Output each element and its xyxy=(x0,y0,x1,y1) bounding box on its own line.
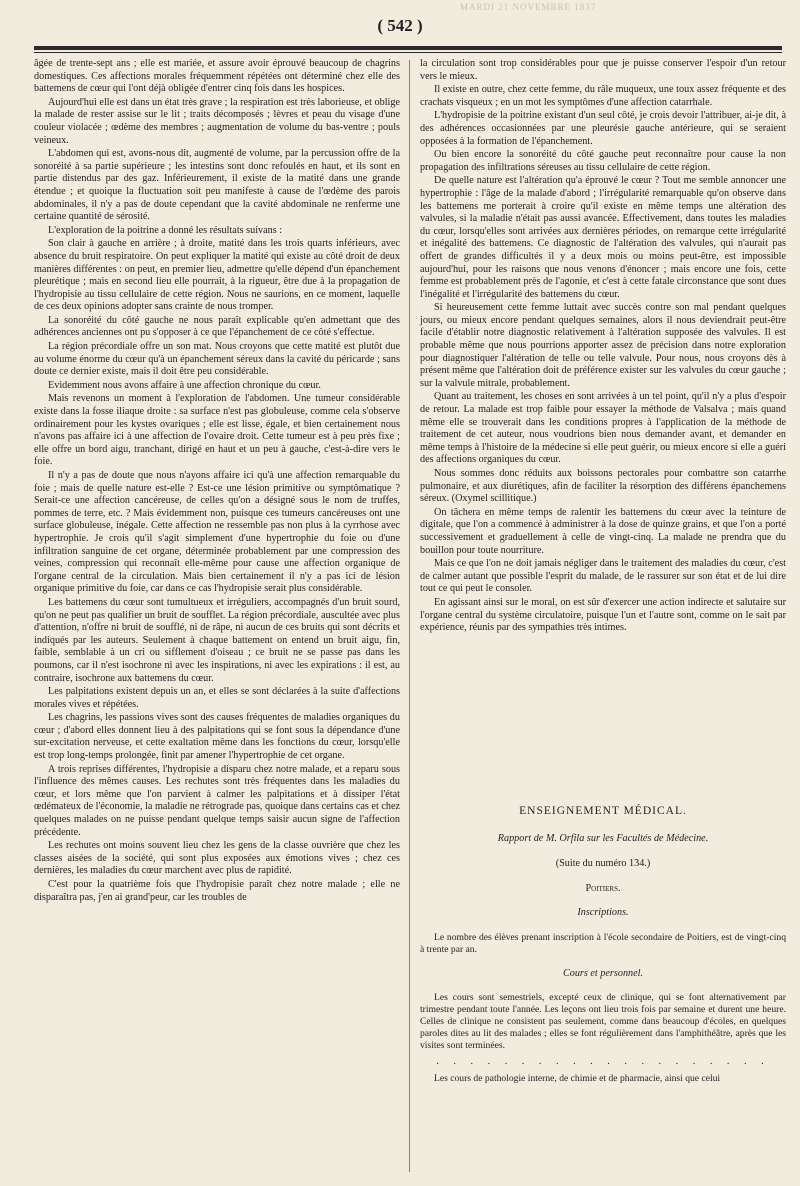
bleed-through-header: MARDI 21 NOVEMBRE 1837 xyxy=(460,2,597,12)
paragraph: Les rechutes ont moins souvent lieu chez les gens de la classe ouvrière que chez les classes aisées de la société, qui sont plus exposées aux émotions vives ; chez ces dernières, les maladies du cœur marchent avec plus de rapidité. xyxy=(34,840,400,877)
paragraph: la circulation sont trop considérables pour que je puisse conserver l'espoir d'un retour vers le mieux. xyxy=(420,58,786,82)
paragraph: âgée de trente-sept ans ; elle est mariée, et assure avoir éprouvé beaucoup de chagrins domestiques. Ces affections morales fréquemment répétées ont déterminé chez elle des battemens de cœur qui l'ont déjà obligée d'entrer cinq fois dans les hospices. xyxy=(34,58,400,95)
paragraph: Les cours de pathologie interne, de chimie et de pharmacie, ainsi que celui xyxy=(434,1072,721,1084)
paragraph: L'hydropisie de la poitrine existant d'un seul côté, je crois devoir l'attribuer, ai-je dit, à des adhérences occasionnées par une pleurésie gauche antérieure, qui se seraient opposées à la formation de l'épanchement. xyxy=(420,110,786,147)
paragraph: Les battemens du cœur sont tumultueux et irréguliers, accompagnés d'un bruit sourd, qu'on ne peut pas qualifier un bruit de soufflet. La région précordiale, auscultée avec plus d'attention, n'offre ni bruit de soufflé, ni de râpe, ni aucun de ces bruits qui sont décrits et indiqués par les auteurs. Seulement à chaque battement on entend un bruit aigu, fin, faible, semblable à un cri ou sifflement d'oiseau ; ce bruit ne se passe pas dans les poumons, car il n'est isochrone ni avec les inspirations, ni avec les expirations : il est, au contraire, isochrone aux battemens du cœur. xyxy=(34,596,400,684)
report-title: Rapport de M. Orfila sur les Facultés de Médecine. xyxy=(497,833,709,845)
paragraph: Les chagrins, les passions vives sont des causes fréquentes de maladies organiques du cœur ; d'abord elles donnent lieu à des palpitations qui se font sous la dépendance d'une sur-excitation nerveuse, et cette exaltation même dans les fonctions du cœur, lorsqu'elle est trop long-temps prolongée, finit par amener l'hypertrophie de cet organe. xyxy=(34,712,400,762)
page-number: ( 542 ) xyxy=(377,16,423,35)
paragraph: C'est pour la quatrième fois que l'hydropisie paraît chez notre malade ; elle ne disparaîtra pas, j'en ai grand'peur, car les troubles de xyxy=(34,879,400,903)
paragraph: Mais revenons un moment à l'exploration de l'abdomen. Une tumeur considérable existe dans la fosse iliaque droite : sa surface n'est pas globuleuse, comme cela s'observe ordinairement pour les kystes ovariques ; elle est lisse, égale, et bien certainement nous n'avons pas affaire ici à une affection de l'ovaire droit. Cette tumeur est à peu près fixe ; elle offre un bord aigu, tranchant, dirigé en haut et un peu à gauche, c'est-à-dire vers le foie. xyxy=(34,393,400,468)
subheading: Inscriptions. xyxy=(577,907,629,919)
paragraph: Aujourd'hui elle est dans un état très grave ; la respiration est très laborieuse, et oblige la malade de rester assise sur le lit ; traits décomposés ; lèvres et peau du visage d'une couleur violacée ; œdème des membres ; augmentation de volume du bas-ventre ; pouls veineux. xyxy=(34,96,400,146)
paragraph: Son clair à gauche en arrière ; à droite, matité dans les trois quarts inférieurs, avec absence du bruit respiratoire. On peut expliquer la matité qui existe au côté droit de deux manières différentes : on peut, en premier lieu, admettre qu'elle dépend d'un épanchement pleurétique ; mais en second lieu elle pourrait, à la rigueur, être due à la propagation de l'hydropisie au tissu cellulaire de cette région. Nous ne saurions, en ce moment, laquelle de ces deux opinions adopter sans crainte de nous tromper. xyxy=(34,238,400,313)
paragraph: L'abdomen qui est, avons-nous dit, augmenté de volume, par la percussion offre de la sonoréité à sa partie supérieure ; les intestins sont donc refoulés en haut, et ils sont en partie distendus par des gaz. Inférieurement, il existe de la matité dans une grande étendue ; et quoique la fluctuation soit peu manifeste à cause de l'œdème des parois abdominales, il n'y a pas de doute cependant que la cavité abdominale ne renferme une certaine quantité de sérosité. xyxy=(34,148,400,223)
paragraph: A trois reprises différentes, l'hydropisie a disparu chez notre malade, et a reparu sous l'influence des mêmes causes. Les rechutes sont très fréquentes dans les maladies du cœur, et lors même que l'on parvient à calmer les palpitations et à dissiper l'état œdémateux de l'économie, la maladie ne rétrograde pas, quoique dans certains cas et chez quelques malades on ne puisse pendant quelque temps saisir aucun signe de l'affection précédente. xyxy=(34,763,400,838)
paragraph: Les cours sont semestriels, excepté ceux de clinique, qui se font alternativement par trimestre pendant toute l'année. Les leçons ont lieu trois fois par semaine et durent une heure. Celles de clinique ne consistent pas seulement, comme dans beaucoup d'écoles, en quelques paroles dites au lit des malades ; elles se font régulièrement dans l'amphithéâtre, après que les visites sont terminées. xyxy=(420,992,786,1052)
paragraph: La région précordiale offre un son mat. Nous croyons que cette matité est plutôt due au volume énorme du cœur qu'à un épanchement séreux dans la cavité du péricarde ; sans doute ce dernier existe, mais il doit être peu considérable. xyxy=(34,341,400,378)
header-rule-thin xyxy=(34,52,782,53)
paragraph: Le nombre des élèves prenant inscription à l'école secondaire de Poitiers, est de vingt-cinq à trente par an. xyxy=(420,931,786,955)
paragraph: On tâchera en même temps de ralentir les battemens du cœur avec la teinture de digitale, que l'on a commencé à administrer à la dose de quinze grains, et que l'on a porté successivement et graduellement à celle de vingt-cinq. La malade ne prendra que du bouillon pour toute nourriture. xyxy=(420,506,786,556)
paragraph: L'exploration de la poitrine a donné les résultats suivans : xyxy=(48,224,283,236)
paragraph: La sonoréité du côté gauche ne nous paraît explicable qu'en admettant que des adhérences anciennes ont pu s'opposer à ce que l'épanchement de ce côté s'effectue. xyxy=(34,314,400,339)
paragraph: Quant au traitement, les choses en sont arrivées à un tel point, qu'il n'y a plus d'espoir de retour. La malade est trop faible pour essayer la méthode de Valsalva ; mais quand même elle se trouverait dans les conditions propres à l'application de la méthode de traitement de cet auteur, nous voudrions bien nous demander avant, et demander en même temps à l'histoire de la médecine si elle peut guérir, ou mieux encore si elle a guéri des affections organiques du cœur. xyxy=(420,391,786,466)
paragraph: De quelle nature est l'altération qu'a éprouvé le cœur ? Tout me semble annoncer une hypertrophie : l'âge de la malade d'abord ; l'irrégularité remarquable qu'on observe dans les battemens me porterait à croire qu'il existe en même temps une altération des valvules, si la maladie n'était pas aussi avancée. Effectivement, dans toutes les maladies du cœur, lorsqu'elles sont arrivées aux dernières périodes, on remarque cette irrégularité et inégalité des battemens. Ce diagnostic de l'altération des valvules, qui n'aurait pas offert de grandes difficultés il y a deux mois ou moins peut-être, est impossible aujourd'hui, pour les raisons que nous venons d'énoncer ; mais encore une fois, cette femme est probablement près de l'agonie, et c'est à cette fatale circonstance que sont dues l'inégalité et l'irrégularité des battemens du cœur. xyxy=(420,175,786,300)
section-title: ENSEIGNEMENT MÉDICAL. xyxy=(519,804,687,817)
paragraph: Mais ce que l'on ne doit jamais négliger dans le traitement des maladies du cœur, c'est de calmer autant que possible l'esprit du malade, de le rassurer sur son état et de lui dire tout ce qui peut le consoler. xyxy=(420,558,786,595)
paragraph: Nous sommes donc réduits aux boissons pectorales pour combattre son catarrhe pulmonaire, et aux diurétiques, afin de faciliter la résorption des différens épanchemens séreux. (Oxymel scillitique.) xyxy=(420,468,786,505)
continuation-note: (Suite du numéro 134.) xyxy=(555,857,651,869)
paragraph: Evidemment nous avons affaire à une affection chronique du cœur. xyxy=(48,379,321,391)
header-rule-thick xyxy=(34,46,782,50)
city-heading: Poitiers. xyxy=(585,882,621,894)
paragraph: Ou bien encore la sonoréité du côté gauche peut reconnaître pour cause la non propagation des infiltrations séreuses au tissu cellulaire de cette région. xyxy=(420,149,786,173)
paragraph: Si heureusement cette femme luttait avec succès contre son mal pendant quelques jours, ou mieux encore pendant quelques semaines, alors il nous deviendrait peut-être facile d'établir notre diagnostic relativement à l'altération supposée des valvules. Il est probable même que nous pourrions apporter assez de précision dans notre exploration pour diagnostiquer l'altération de telle ou telle valvule. Pour nous, nous croyons dès à présent même que l'altération doit de préférence exister sur les valvules du cœur gauche ; sur la valvule mitrale, probablement. xyxy=(420,302,786,389)
ellipsis-dots: . . . . . . . . . . . . . . . . . . . . xyxy=(436,1056,770,1068)
paragraph: En agissant ainsi sur le moral, on est sûr d'exercer une action indirecte et salutaire sur l'organe central du système circulatoire, puisque l'un et l'autre sont, comme on le sait par expérience, réunis par des sympathies très intimes. xyxy=(420,596,786,634)
right-column xyxy=(420,58,786,1086)
teaching-section xyxy=(420,805,786,1085)
paragraph: Il existe en outre, chez cette femme, du râle muqueux, une toux assez fréquente et des crachats visqueux ; en un mot les symptômes d'une affection catarrhale. xyxy=(420,84,786,108)
paragraph: Il n'y a pas de doute que nous n'ayons affaire ici qu'à une affection remarquable du foie ; mais de quelle nature est-elle ? Est-ce une lésion primitive ou symptômatique ? Serait-ce une affection cancéreuse, de celles qu'on a désigné sous le nom de truffes, pommes de terre, etc. ? Mais évidemment non, puisque ces tumeurs cancéreuses ont une surface globuleuse, inégale. Cette affection ne ressemble pas non plus à la cyrrhose avec hypertrophie. Je crois qu'il s'agit simplement d'une hypertrophie du foie ou d'une infiltration sanguine de cet organe, déterminée probablement par une compression des veines, compression qui reconnaît elle-même pour cause une affection organique de l'organe central de la circulation. Mais bien certainement il n'y a pas ici de lésion organique primitive du foie, car dans ce cas l'hydropisie serait plus considérable. xyxy=(34,470,400,595)
left-column xyxy=(34,58,400,905)
column-divider xyxy=(409,60,410,1172)
paragraph: Les palpitations existent depuis un an, et elles se sont déclarées à la suite d'affections morales vives et répétées. xyxy=(34,686,400,710)
subheading: Cours et personnel. xyxy=(562,967,644,979)
